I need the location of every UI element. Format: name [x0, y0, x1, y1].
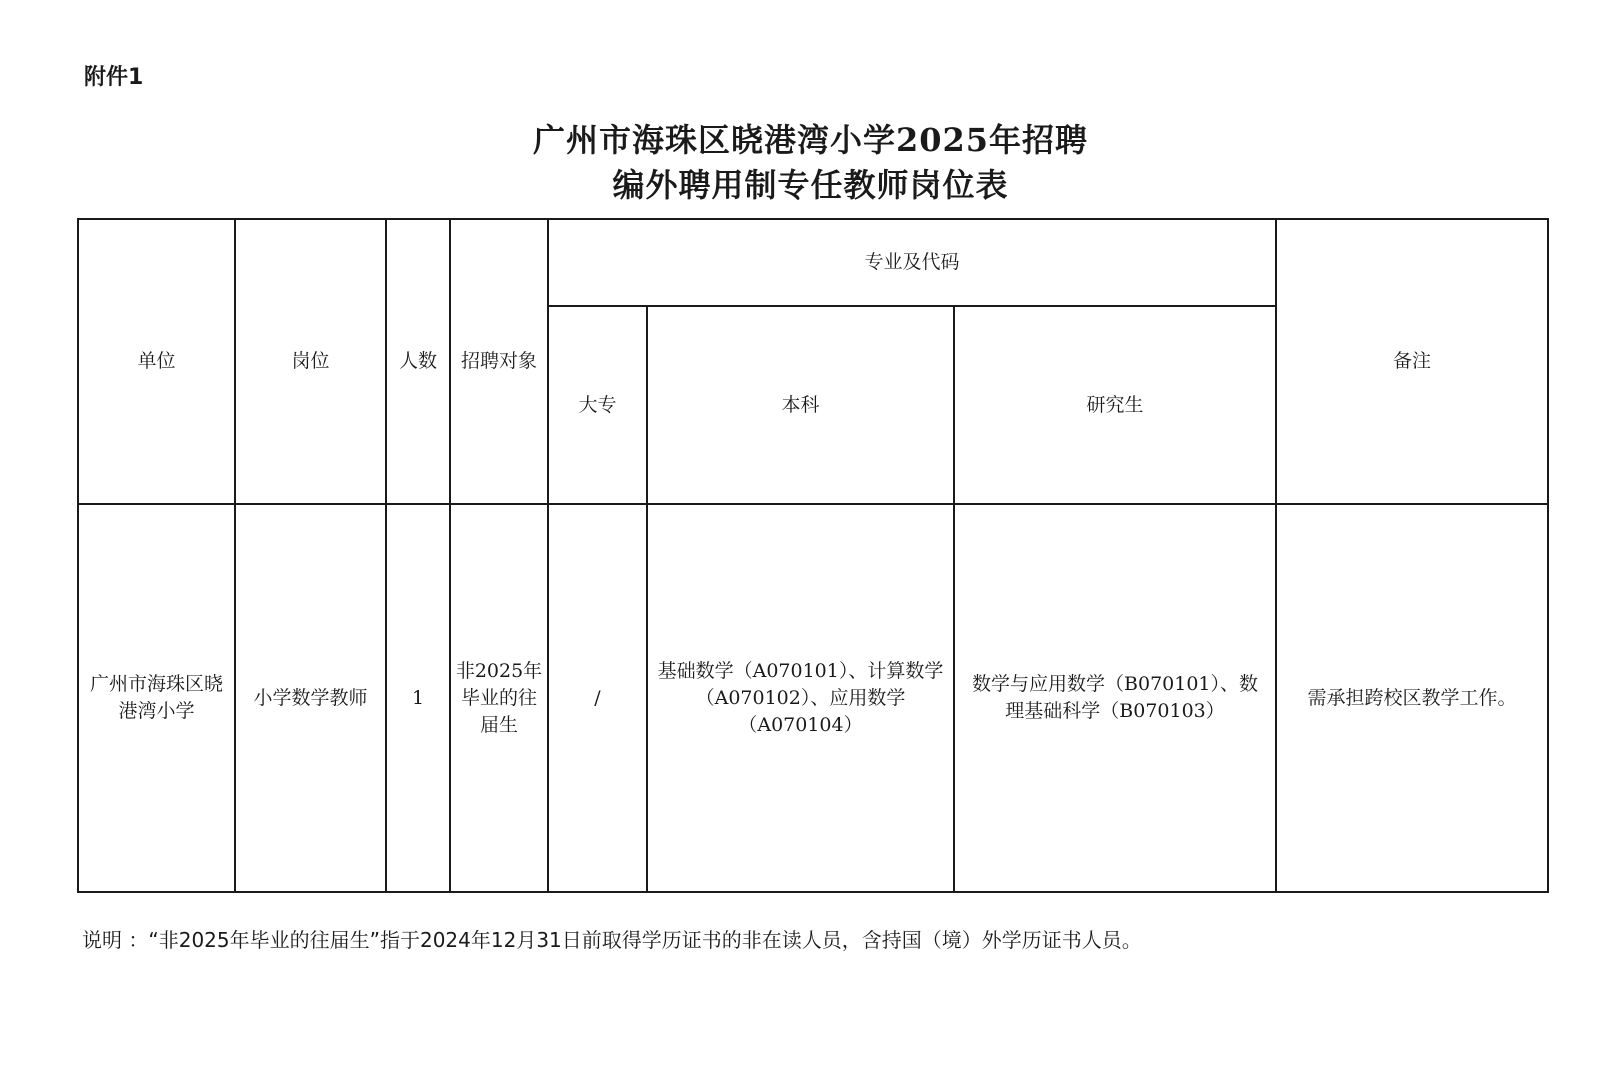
cell-bachelor: 基础数学（A070101）、计算数学（A070102）、应用数学（A070104）	[647, 504, 954, 892]
footnote: 说明 ：“非2025年毕业的往届生”指于2024年12月31日前取得学历证书的非在读人员，含持国（境）外学历证书人员。	[82, 928, 1142, 952]
header-college: 大专	[548, 306, 647, 504]
header-bachelor: 本科	[647, 306, 954, 504]
header-graduate: 研究生	[954, 306, 1276, 504]
attachment-label: 附件1	[84, 65, 144, 90]
cell-count: 1	[386, 504, 450, 892]
cell-remark: 需承担跨校区教学工作。	[1276, 504, 1548, 892]
cell-graduate: 数学与应用数学（B070101）、数理基础科学（B070103）	[954, 504, 1276, 892]
header-major-group: 专业及代码	[548, 219, 1276, 306]
cell-target: 非2025年毕业的往届生	[450, 504, 548, 892]
cell-college: /	[548, 504, 647, 892]
page-title-line-2: 编外聘用制专任教师岗位表	[612, 166, 1009, 204]
header-count: 人数	[386, 219, 450, 504]
cell-unit: 广州市海珠区晓港湾小学	[78, 504, 235, 892]
header-unit: 单位	[78, 219, 235, 504]
header-position: 岗位	[235, 219, 386, 504]
position-table	[77, 218, 1549, 893]
table-row	[78, 504, 1548, 892]
header-remark: 备注	[1276, 219, 1548, 504]
page-title-line-1: 广州市海珠区晓港湾小学2025年招聘	[532, 121, 1089, 159]
header-row-1	[78, 219, 1548, 306]
cell-position: 小学数学教师	[235, 504, 386, 892]
header-target: 招聘对象	[450, 219, 548, 504]
